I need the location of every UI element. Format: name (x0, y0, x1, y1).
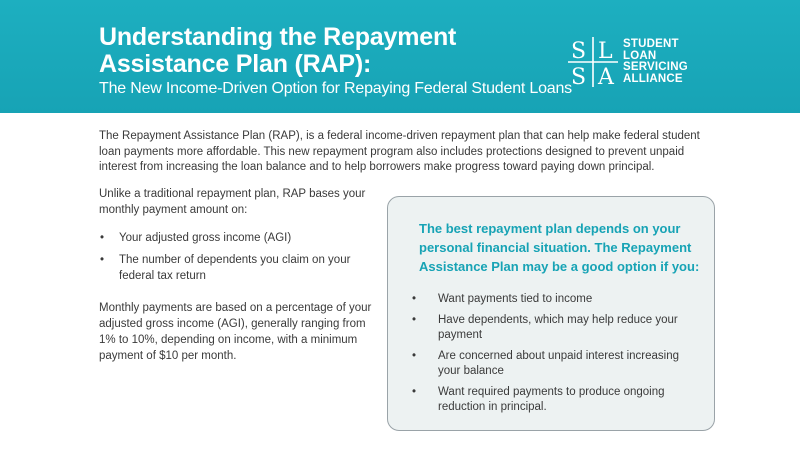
logo-letter-4: A (598, 65, 614, 88)
list-item: • Your adjusted gross income (AGI) (99, 230, 374, 246)
intro-paragraph: The Repayment Assistance Plan (RAP), is a federal income-driven repayment plan that can help make federal student loan payments more affordable. This new repayment program also includes protections designed to prevent unpaid interest from increasing the loan balance and to help borrowers make progress toward paying down principal. (99, 130, 700, 173)
list-item: • Want required payments to produce ongoing reduction in principal. (411, 385, 701, 415)
title-line-1: Understanding the Repayment (99, 23, 457, 51)
logo-letter-2: L (598, 39, 613, 64)
list-item: • Want payments tied to income (411, 292, 701, 307)
monthly-payment-paragraph: Monthly payments are based on a percentage of your adjusted gross income (AGI), generally ranging from 1% to 10%, depending on income, with a minimum payment of $10 per month. (99, 302, 372, 362)
logo-wordmark (623, 39, 688, 85)
payment-basis-list (99, 230, 374, 284)
callout-list (411, 292, 701, 421)
page-title (99, 24, 456, 78)
left-lead-text: Unlike a traditional repayment plan, RAP bases your monthly payment amount on: (99, 188, 366, 216)
list-item: • Are concerned about unpaid interest increasing your balance (411, 349, 701, 379)
list-item: • The number of dependents you claim on your federal tax return (99, 252, 374, 284)
left-column (99, 186, 374, 364)
logo-letter-3: S (571, 65, 587, 88)
logo-letter-1: S (571, 39, 587, 64)
recommendation-callout-box (387, 196, 715, 431)
list-item: • Have dependents, which may help reduce your payment (411, 313, 701, 343)
header-banner (0, 0, 800, 113)
logo-line-servicing: SERVICING (623, 61, 688, 73)
title-line-2: Assistance Plan (RAP): (99, 50, 372, 78)
page-subtitle: The New Income-Driven Option for Repaying Federal Student Loans (99, 80, 572, 97)
logo-line-student: STUDENT (623, 38, 679, 50)
logo-line-alliance: ALLIANCE (623, 72, 683, 85)
sla-logo-mark-icon (567, 36, 619, 88)
sla-logo (567, 36, 697, 88)
logo-line-loan: LOAN (623, 49, 657, 62)
callout-heading: The best repayment plan depends on your personal financial situation. The Repayment Assistance Plan may be a good option if you: (419, 221, 700, 274)
